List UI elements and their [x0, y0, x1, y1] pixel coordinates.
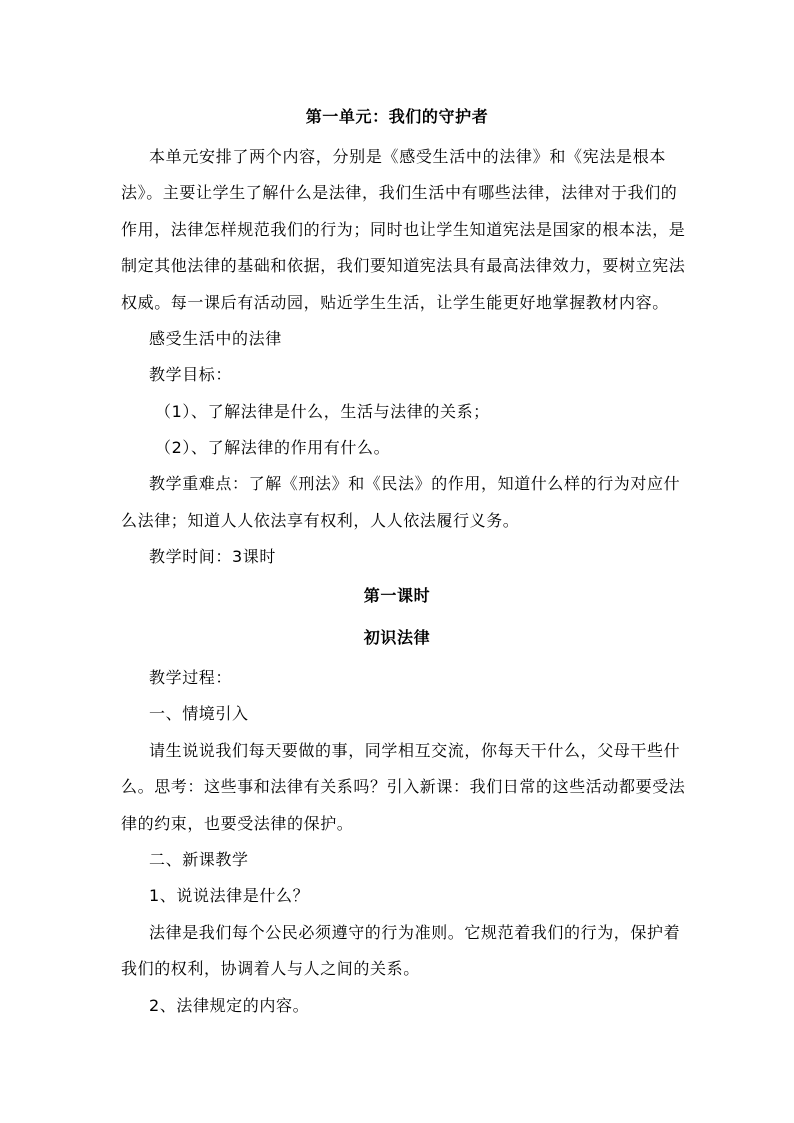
goal-item-2: （2）、了解法律的作用有什么。 [155, 438, 391, 457]
section1-line-2: 么。思考：这些事和法律有关系吗？引入新课：我们日常的这些活动都要受法 [121, 777, 686, 796]
question1-line-1: 法律是我们每个公民必须遵守的行为准则。它规范着我们的行为，保护着 [149, 923, 681, 942]
intro-line-4: 制定其他法律的基础和依据，我们要知道宪法具有最高法律效力，要树立宪法 [121, 256, 686, 275]
section1-line-1: 请生说说我们每天要做的事，同学相互交流，你每天干什么，父母干些什 [149, 741, 681, 760]
intro-line-1: 本单元安排了两个内容，分别是《感受生活中的法律》和《宪法是根本 [149, 147, 666, 166]
intro-line-2: 法》。主要让学生了解什么是法律，我们生活中有哪些法律，法律对于我们的 [121, 183, 678, 202]
question1-title: 1、说说法律是什么？ [149, 886, 310, 905]
unit-title: 第一单元：我们的守护者 [305, 107, 489, 126]
question1-line-2: 我们的权利，协调着人与人之间的关系。 [121, 959, 420, 978]
goal-item-1: （1）、了解法律是什么，生活与法律的关系； [155, 402, 490, 421]
key-points-line-1: 教学重难点：了解《刑法》和《民法》的作用，知道什么样的行为对应什 [149, 474, 681, 493]
period-title: 第一课时 [363, 586, 431, 605]
question2-title: 2、法律规定的内容。 [149, 996, 310, 1015]
lesson-name: 感受生活中的法律 [149, 329, 282, 348]
key-points-line-2: 么法律；知道人人依法享有权利，人人依法履行义务。 [121, 511, 520, 530]
goals-label: 教学目标： [149, 365, 233, 384]
teaching-time: 教学时间：3课时 [149, 547, 276, 566]
intro-line-3: 作用，法律怎样规范我们的行为；同时也让学生知道宪法是国家的根本法，是 [121, 220, 686, 239]
process-label: 教学过程： [149, 668, 233, 687]
section2-title: 二、新课教学 [149, 850, 249, 869]
section1-line-3: 律的约束，也要受法律的保护。 [121, 814, 354, 833]
intro-line-5: 权威。每一课后有活动园，贴近学生生活，让学生能更好地掌握教材内容。 [121, 293, 669, 312]
section1-title: 一、情境引入 [149, 704, 249, 723]
period-subtitle: 初识法律 [363, 628, 431, 647]
